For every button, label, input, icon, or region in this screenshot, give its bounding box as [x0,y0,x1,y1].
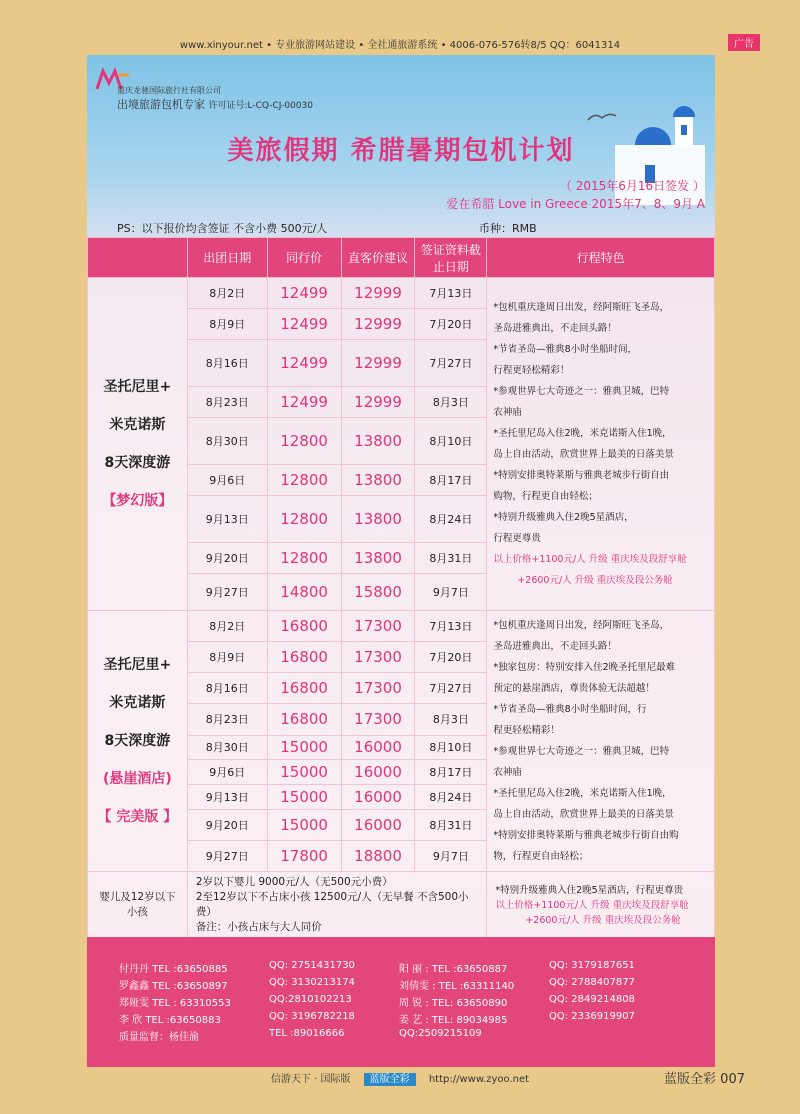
peer-price-cell: 15000 [267,784,341,809]
peer-price-cell: 12800 [267,496,341,543]
group1-body [88,278,715,611]
date-cell: 8月23日 [187,704,267,735]
peer-price-cell: 12800 [267,543,341,574]
deadline-cell: 8月10日 [415,735,487,760]
direct-price-cell: 17300 [341,642,415,673]
deadline-cell: 7月27日 [415,340,487,387]
date-cell: 8月2日 [187,278,267,309]
deadline-cell: 7月27日 [415,673,487,704]
deadline-cell: 7月20日 [415,309,487,340]
deadline-cell: 7月20日 [415,642,487,673]
deadline-cell: 8月3日 [415,704,487,735]
deadline-cell: 7月13日 [415,278,487,309]
contact-qq2: QQ: 3179187651 [549,960,635,971]
contact-qq2: QQ: 2336919907 [549,1011,635,1022]
peer-price-cell: 12800 [267,465,341,496]
contact-qq: QQ: 2751431730 [269,960,355,971]
contact-right: QQ:2509215109 [399,1028,482,1039]
contact-left: 质量监督：杨佳渝 [119,1032,199,1043]
peer-price-cell: 12499 [267,309,341,340]
contact-qq: QQ:2810102213 [269,994,352,1005]
contact-qq2: QQ: 2849214808 [549,994,635,1005]
company-name: 重庆龙驰国际旅行社有限公司 [117,86,221,95]
license: 许可证号:L-CQ-CJ-00030 [208,101,313,111]
date-cell: 8月9日 [187,642,267,673]
direct-price-cell: 12999 [341,340,415,387]
header-deadline: 签证资料截止日期 [415,238,487,278]
contact-qq: QQ: 3196782218 [269,1011,355,1022]
contact-qq: QQ: 3130213174 [269,977,355,988]
kids-row [88,872,715,939]
ad-tag: 广告 [728,34,760,51]
contact-panel [87,937,715,1067]
contact-left: 罗鑫鑫 TEL :63650897 [119,981,228,992]
contact-qq: TEL :89016666 [269,1028,345,1039]
contact-row [119,977,679,992]
deadline-cell: 7月13日 [415,611,487,642]
header-features: 行程特色 [487,238,715,278]
deadline-cell: 8月3日 [415,387,487,418]
table-row [88,278,715,309]
peer-price-cell: 16800 [267,611,341,642]
slogan: 出境旅游包机专家 许可证号:L-CQ-CJ-00030 [117,98,313,111]
peer-price-cell: 12800 [267,418,341,465]
contact-row [119,994,679,1009]
peer-price-cell: 15000 [267,809,341,840]
deadline-cell: 8月17日 [415,760,487,785]
direct-price-cell: 16000 [341,735,415,760]
top-banner: www.xinyour.net • 专业旅游网站建设 • 全社通旅游系统 • 4006-076-576转8/5 QQ：6041314 [179,40,621,51]
peer-price-cell: 12499 [267,340,341,387]
features-cell: *包机重庆逢周日出发，经阿斯旺飞圣岛， 圣岛进雅典出，不走回头路！ *独家包房：特别安排入住2晚圣托里尼最难 预定的悬崖酒店，尊贵体验无法超越！ *节省圣岛—雅典8小时坐船时间，行 程更轻松精彩！ *参观世界七大奇迹之一：雅典卫城，巴特 农神庙 *圣托里尼岛入住2晚，米克诺斯入住1晚， 岛上自由活动，欣赏世界上最美的日落美景 *特别安排奥特莱斯与雅典老城步行街自由购 物，行程更自由轻松； [487,611,715,872]
date-cell: 9月13日 [187,496,267,543]
tagline: 爱在希腊 Love in Greece 2015年7、8、9月 A [446,197,705,211]
date-cell: 8月16日 [187,340,267,387]
direct-price-cell: 16000 [341,760,415,785]
date-cell: 9月27日 [187,840,267,871]
header-peer-price: 同行价 [267,238,341,278]
direct-price-cell: 17300 [341,611,415,642]
direct-price-cell: 18800 [341,840,415,871]
contact-right: 周 锐 : TEL: 63650890 [399,998,508,1009]
group2-body [88,611,715,872]
deadline-cell: 8月24日 [415,496,487,543]
package-name: 圣托尼里+ 米克诺斯 8天深度游 (悬崖酒店) 【 完美版 】 [88,611,188,872]
price-note: PS：以下报价均含签证 不含小费 500元/人 [117,222,328,235]
direct-price-cell: 12999 [341,309,415,340]
table-header-row [88,238,715,278]
date-cell: 9月6日 [187,465,267,496]
direct-price-cell: 15800 [341,574,415,611]
currency: 币种：RMB [479,222,537,235]
contact-row [119,1028,679,1043]
deadline-cell: 8月17日 [415,465,487,496]
deadline-cell: 9月7日 [415,574,487,611]
peer-price-cell: 12499 [267,278,341,309]
page-number: 蓝版全彩 007 [664,1072,745,1087]
price-table [87,237,715,939]
footer-url[interactable]: http://www.zyoo.net [428,1074,530,1085]
deadline-cell: 8月10日 [415,418,487,465]
header-date: 出团日期 [187,238,267,278]
date-cell: 8月16日 [187,673,267,704]
footer-badge: 蓝版全彩 [364,1073,416,1086]
peer-price-cell: 15000 [267,760,341,785]
contact-right: 姜 艺 : TEL: 89034985 [399,1015,508,1026]
date-cell: 9月20日 [187,543,267,574]
date-cell: 9月6日 [187,760,267,785]
peer-price-cell: 12499 [267,387,341,418]
contact-left: 李 欣 TEL :63650883 [119,1015,221,1026]
contact-qq2: QQ: 2788407877 [549,977,635,988]
peer-price-cell: 16800 [267,673,341,704]
poster [87,55,715,1067]
package-name: 圣托尼里+ 米克诺斯 8天深度游 【梦幻版】 [88,278,188,611]
contact-qq2 [549,1028,679,1043]
date-cell: 9月13日 [187,784,267,809]
date-cell: 8月2日 [187,611,267,642]
direct-price-cell: 13800 [341,496,415,543]
kids-label: 婴儿及12岁以下小孩 [88,872,188,939]
date-cell: 8月30日 [187,735,267,760]
date-cell: 8月30日 [187,418,267,465]
date-cell: 8月9日 [187,309,267,340]
deadline-cell: 9月7日 [415,840,487,871]
page-title: 美旅假期 希腊暑期包机计划 [227,136,575,166]
direct-price-cell: 12999 [341,278,415,309]
issue-date: （ 2015年6月16日签发 ） [559,179,705,193]
footer-brand: 信游天下 · 国际版 [270,1074,351,1085]
peer-price-cell: 16800 [267,704,341,735]
contact-right: 刘倩雯 : TEL :63311140 [399,981,515,992]
contact-row [119,960,679,975]
direct-price-cell: 13800 [341,465,415,496]
kids-upgrades: *特别升级雅典入住2晚5星酒店，行程更尊贵 以上价格+1100元/人 升级 重庆埃及段舒享舱 +2600元/人 升级 重庆埃及段公务舱 [487,872,715,939]
direct-price-cell: 12999 [341,387,415,418]
date-cell: 8月23日 [187,387,267,418]
date-cell: 9月27日 [187,574,267,611]
direct-price-cell: 17300 [341,673,415,704]
table-row [88,611,715,642]
header-direct-price: 直客价建议 [341,238,415,278]
direct-price-cell: 16000 [341,809,415,840]
features-cell: *包机重庆逢周日出发，经阿斯旺飞圣岛， 圣岛进雅典出，不走回头路！ *节省圣岛—雅典8小时坐船时间， 行程更轻松精彩！ *参观世界七大奇迹之一：雅典卫城，巴特 农神庙 *圣托里尼岛入住2晚，米克诺斯入住1晚， 岛上自由活动，欣赏世界上最美的日落美景 *特别安排奥特莱斯与雅典老城步行街自由 购物，行程更自由轻松； *特别升级雅典入住2晚5星酒店， 行程更尊贵 以上价格+1100元/人 升级 重庆埃及段舒享舱 +2600元/人 升级 重庆埃及段公务舱 [487,278,715,611]
deadline-cell: 8月31日 [415,809,487,840]
direct-price-cell: 13800 [341,418,415,465]
contact-row [119,1011,679,1026]
peer-price-cell: 16800 [267,642,341,673]
contact-right: 阳 丽 : TEL :63650887 [399,964,508,975]
contact-left: 郑娅雯 TEL : 63310553 [119,998,231,1009]
peer-price-cell: 14800 [267,574,341,611]
peer-price-cell: 17800 [267,840,341,871]
date-cell: 9月20日 [187,809,267,840]
deadline-cell: 8月24日 [415,784,487,809]
peer-price-cell: 15000 [267,735,341,760]
direct-price-cell: 17300 [341,704,415,735]
direct-price-cell: 16000 [341,784,415,809]
direct-price-cell: 13800 [341,543,415,574]
contact-left: 付丹丹 TEL :63650885 [119,964,228,975]
kids-prices: 2岁以下婴儿 9000元/人（无500元小费） 2至12岁以下不占床小孩 12500元/人（无早餐 不含500小费） 备注：小孩占床与大人同价 [187,872,487,939]
deadline-cell: 8月31日 [415,543,487,574]
